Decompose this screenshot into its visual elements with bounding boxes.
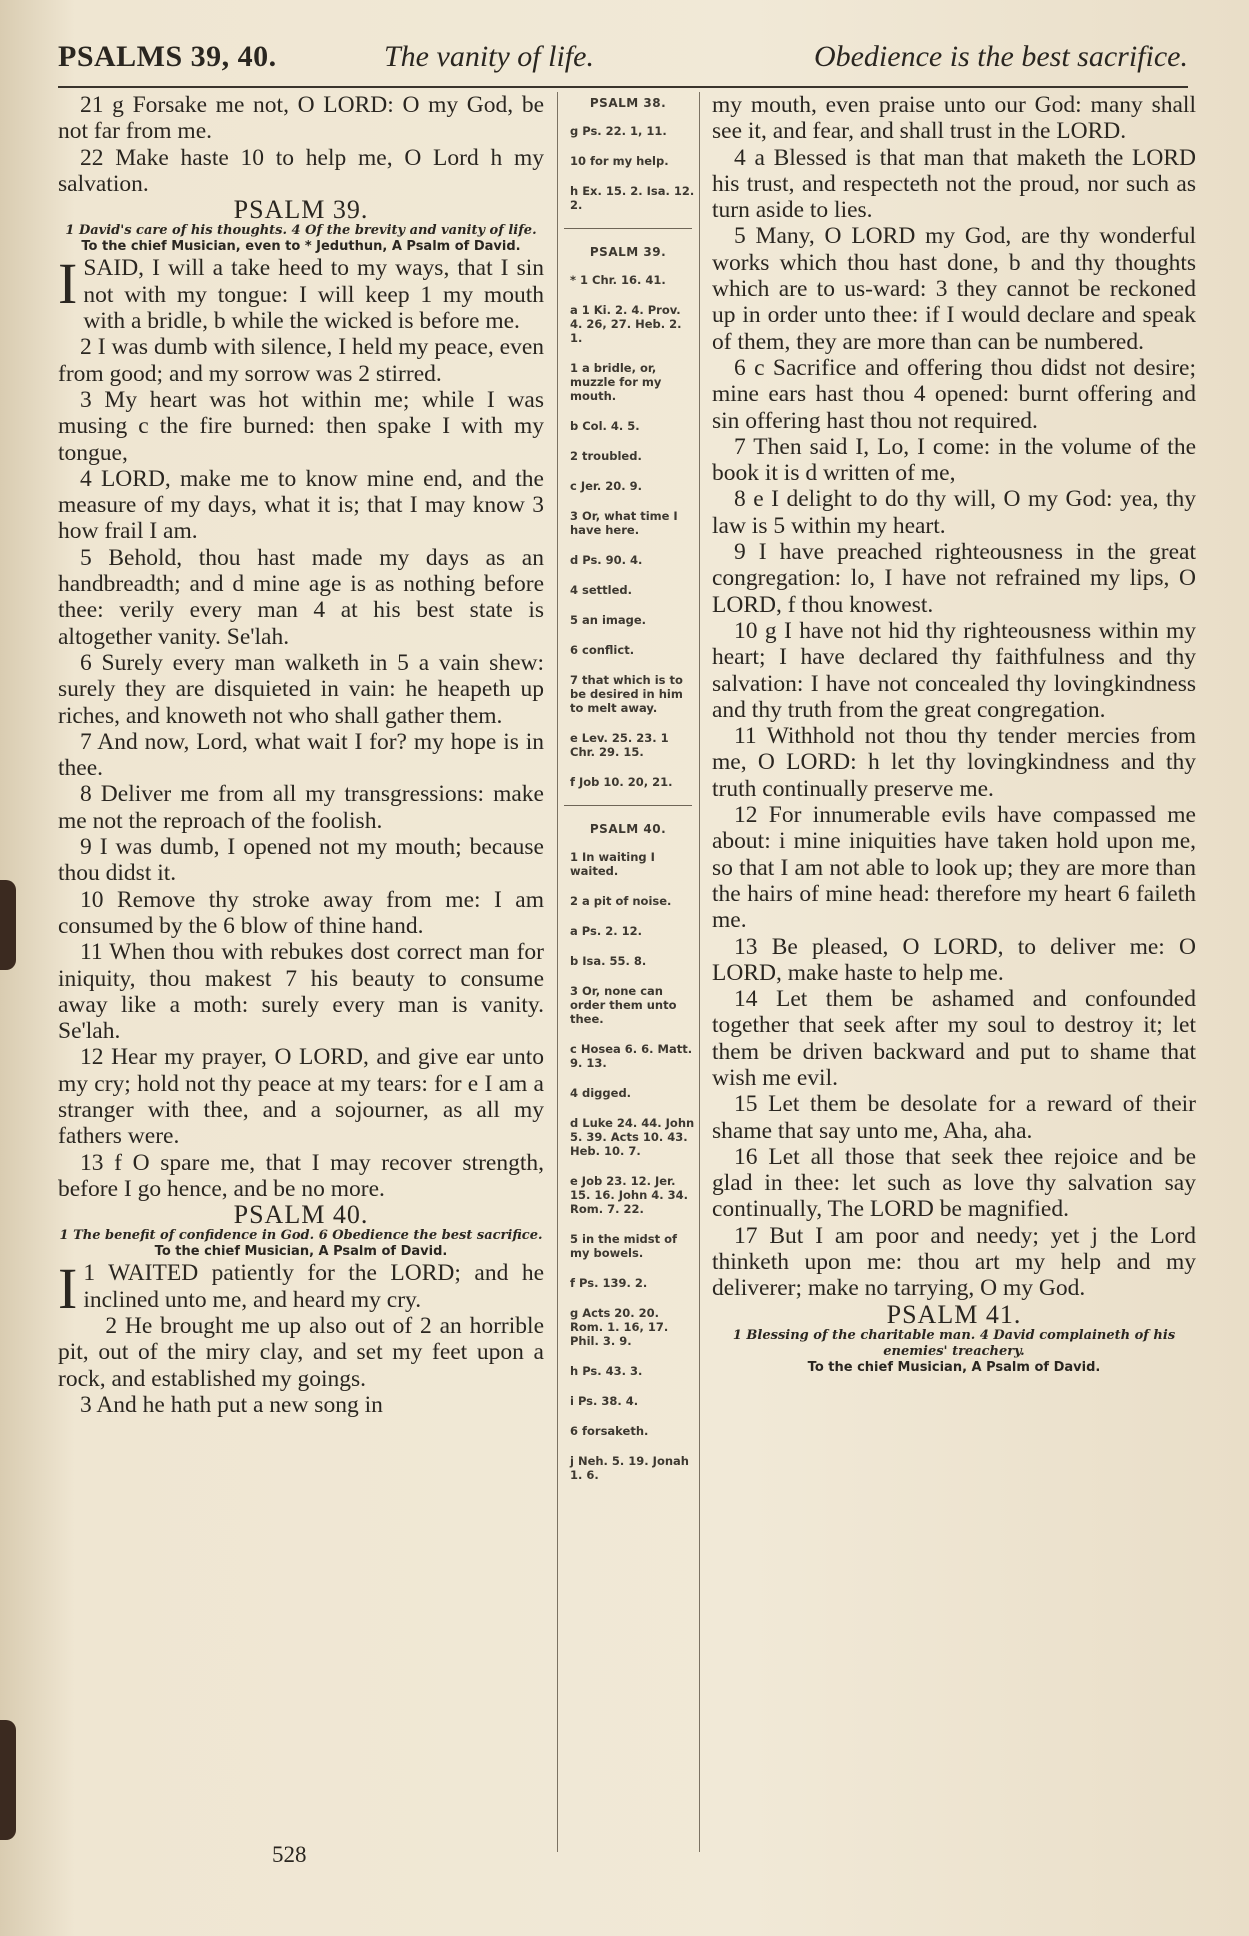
verse: 6 c Sacrifice and offering thou didst not desire; mine ears hast thou 4 opened: burnt offering and sin offering hast thou not required.: [712, 354, 1196, 434]
header-book-chapters: PSALMS 39, 40.: [58, 40, 277, 73]
verse: 7 And now, Lord, what wait I for? my hope is in thee.: [58, 728, 544, 782]
column-rule-left: [557, 92, 558, 1852]
verse: 7 Then said I, Lo, I come: in the volume of the book it is d written of me,: [712, 433, 1196, 487]
cross-reference: 10 for my help.: [570, 154, 669, 168]
psalm-39-summary: 1 David's care of his thoughts. 4 Of the brevity and vanity of life.: [65, 223, 537, 239]
verse: 2 He brought me up also out of 2 an horrible pit, out of the miry clay, and set my feet upon a rock, and established my goings.: [58, 1313, 544, 1392]
verse-text: SAID, I will a take heed to my ways, that I sin not with my tongue: I will keep 1 my mouth with a bridle, b while the wicked is before me.: [83, 255, 544, 335]
psalm-40-dedication: To the chief Musician, A Psalm of David.: [154, 1244, 448, 1260]
running-header: [58, 36, 1188, 88]
verse: 21 g Forsake me not, O LORD: O my God, be not far from me.: [58, 92, 544, 145]
verse: 5 Behold, thou hast made my days as an handbreadth; and d mine age is as nothing before thee: verily every man 4 at his best state is altogether vanity. Se'lah.: [58, 544, 544, 650]
cross-reference: 6 conflict.: [570, 643, 635, 657]
cross-reference: b Col. 4. 5.: [570, 419, 640, 433]
verse: 4 a Blessed is that man that maketh the LORD his trust, and respecteth not the proud, nor such as turn aside to lies.: [712, 144, 1196, 224]
margin-heading-ps39: PSALM 39.: [589, 245, 667, 259]
verse: 13 Be pleased, O LORD, to deliver me: O LORD, make haste to help me.: [712, 933, 1196, 986]
binding-tab-bottom: [0, 1720, 16, 1840]
verse: 16 Let all those that seek thee rejoice and be glad in thee: let such as love thy salvation say continually, The LORD be magnified.: [712, 1143, 1196, 1223]
psalm-40-heading: PSALM 40.: [233, 1200, 369, 1230]
cross-reference: b Isa. 55. 8.: [570, 954, 647, 968]
cross-reference: a Ps. 2. 12.: [570, 924, 642, 938]
verse: 12 Hear my prayer, O LORD, and give ear unto my cry; hold not thy peace at my tears: for e I am a stranger with thee, and a sojourner, as all my fathers were.: [58, 1044, 544, 1150]
cross-reference: 5 an image.: [570, 613, 647, 627]
page-number: 528: [272, 1842, 307, 1867]
margin-heading-ps38: PSALM 38.: [589, 96, 667, 110]
verse: 13 f O spare me, that I may recover strength, before I go hence, and be no more.: [58, 1149, 544, 1202]
margin-divider: [564, 228, 692, 229]
cross-reference: 4 digged.: [570, 1086, 632, 1100]
drop-cap: I: [58, 251, 78, 317]
cross-reference: h Ps. 43. 3.: [570, 1364, 643, 1378]
cross-reference: f Ps. 139. 2.: [570, 1276, 648, 1290]
cross-reference: 3 Or, what time I have here.: [570, 509, 678, 537]
cross-reference: j Neh. 5. 19. Jonah 1. 6.: [570, 1454, 689, 1482]
cross-reference: 6 forsaketh.: [570, 1424, 649, 1438]
cross-reference: * 1 Chr. 16. 41.: [570, 273, 666, 287]
right-text-column: [712, 92, 1196, 1376]
cross-reference: 1 a bridle, or, muzzle for my mouth.: [570, 361, 662, 403]
verse: 8 e I delight to do thy will, O my God: yea, thy law is 5 within my heart.: [712, 486, 1196, 539]
cross-reference: h Ex. 15. 2. Isa. 12. 2.: [570, 184, 695, 212]
cross-reference: a 1 Ki. 2. 4. Prov. 4. 26, 27. Heb. 2. 1.: [570, 303, 682, 345]
drop-cap: I: [58, 1256, 78, 1322]
binding-tab-top: [0, 880, 16, 970]
cross-reference: c Hosea 6. 6. Matt. 9. 13.: [570, 1042, 693, 1070]
verse: 5 Many, O LORD my God, are thy wonderful works which thou hast done, b and thy thoughts which are to us-ward: 3 they cannot be reckoned up in order unto thee: if I would declare and speak of them, they are more than can be numbered.: [712, 223, 1196, 355]
verse: 9 I was dumb, I opened not my mouth; because thou didst it.: [58, 834, 544, 887]
cross-reference: f Job 10. 20, 21.: [570, 775, 673, 789]
cross-reference: 3 Or, none can order them unto thee.: [570, 984, 677, 1026]
verse: 22 Make haste 10 to help me, O Lord h my salvation.: [58, 144, 544, 197]
verse: 17 But I am poor and needy; yet j the Lord thinketh upon me: thou art my help and my deliverer; make no tarrying, O my God.: [712, 1222, 1196, 1302]
verse-first: [58, 1256, 544, 1322]
cross-reference: e Job 23. 12. Jer. 15. 16. John 4. 34. Rom. 7. 22.: [570, 1174, 689, 1216]
verse: 10 g I have not hid thy righteousness within my heart; I have declared thy faithfulness and thy salvation: I have not concealed thy lovingkindness and thy truth from the great congregation.: [712, 617, 1196, 723]
cross-reference: e Lev. 25. 23. 1 Chr. 29. 15.: [570, 731, 669, 759]
verse: 6 Surely every man walketh in 5 a vain shew: surely they are disquieted in vain: he heapeth up riches, and knoweth not who shall gather them.: [58, 649, 544, 729]
cross-reference: i Ps. 38. 4.: [570, 1394, 639, 1408]
cross-reference: 7 that which is to be desired in him to melt away.: [570, 673, 683, 715]
psalm-39-dedication: To the chief Musician, even to * Jeduthun, A Psalm of David.: [81, 239, 521, 255]
psalm-40-summary: 1 The benefit of confidence in God. 6 Obedience the best sacrifice.: [59, 1228, 543, 1244]
header-topic-left: The vanity of life.: [384, 40, 594, 73]
verse: 12 For innumerable evils have compassed me about: i mine iniquities have taken hold upon me, so that I am not able to look up; they are more than the hairs of mine head: therefore my heart 6 faileth me.: [712, 802, 1196, 934]
margin-divider: [564, 805, 692, 806]
header-topic-right: Obedience is the best sacrifice.: [813, 40, 1188, 73]
verse-first: [58, 251, 544, 335]
cross-reference: 5 in the midst of my bowels.: [570, 1232, 678, 1260]
psalm-39-heading: PSALM 39.: [233, 195, 369, 225]
verse: 15 Let them be desolate for a reward of their shame that say unto me, Aha, aha.: [712, 1091, 1196, 1144]
cross-reference: 1 In waiting I waited.: [570, 850, 655, 878]
verse: 3 My heart was hot within me; while I was musing c the fire burned: then spake I with my tongue,: [58, 386, 544, 466]
column-rule-right: [699, 92, 700, 1852]
verse: 3 And he hath put a new song in: [80, 1391, 383, 1418]
cross-reference: g Acts 20. 20. Rom. 1. 16, 17. Phil. 3. 9.: [570, 1306, 669, 1348]
verse: 9 I have preached righteousness in the great congregation: lo, I have not refrained my lips, O LORD, f thou knowest.: [712, 539, 1196, 618]
verse: 14 Let them be ashamed and confounded together that seek after my soul to destroy it; let them be driven backward and put to shame that wish me evil.: [712, 986, 1196, 1091]
verse: 4 LORD, make me to know mine end, and the measure of my days, what it is; that I may know 3 how frail I am.: [58, 465, 544, 545]
verse-text: 1 WAITED patiently for the LORD; and he inclined unto me, and heard my cry.: [83, 1260, 544, 1313]
cross-reference: d Ps. 90. 4.: [570, 553, 643, 567]
psalm-41-heading: PSALM 41.: [886, 1299, 1022, 1329]
cross-reference: 4 settled.: [570, 583, 632, 597]
verse: 8 Deliver me from all my transgressions: make me not the reproach of the foolish.: [58, 781, 544, 834]
verse: 2 I was dumb with silence, I held my peace, even from good; and my sorrow was 2 stirred.: [58, 334, 544, 387]
cross-reference: d Luke 24. 44. John 5. 39. Acts 10. 43. Heb. 10. 7.: [570, 1116, 695, 1158]
center-reference-column: [560, 96, 696, 1498]
verse: 10 Remove thy stroke away from me: I am consumed by the 6 blow of thine hand.: [58, 886, 544, 939]
psalm-41-summary: 1 Blessing of the charitable man. 4 David complaineth of his enemies' treachery.: [732, 1327, 1176, 1359]
cross-reference: 2 a pit of noise.: [570, 894, 672, 908]
margin-heading-ps40: PSALM 40.: [589, 822, 667, 836]
verse: 11 When thou with rebukes dost correct man for iniquity, thou makest 7 his beauty to consume away like a moth: surely every man is vanity. Se'lah.: [58, 939, 544, 1045]
cross-reference: c Jer. 20. 9.: [570, 479, 643, 493]
left-text-column: [58, 92, 544, 1418]
cross-reference: g Ps. 22. 1, 11.: [570, 124, 667, 138]
psalm-41-dedication: To the chief Musician, A Psalm of David.: [807, 1359, 1101, 1375]
verse: my mouth, even praise unto our God: many shall see it, and fear, and shall trust in the LORD.: [712, 92, 1196, 145]
cross-reference: 2 troubled.: [570, 449, 642, 463]
verse: 11 Withhold not thou thy tender mercies from me, O LORD: h let thy lovingkindness and thy truth continually preserve me.: [712, 723, 1196, 802]
